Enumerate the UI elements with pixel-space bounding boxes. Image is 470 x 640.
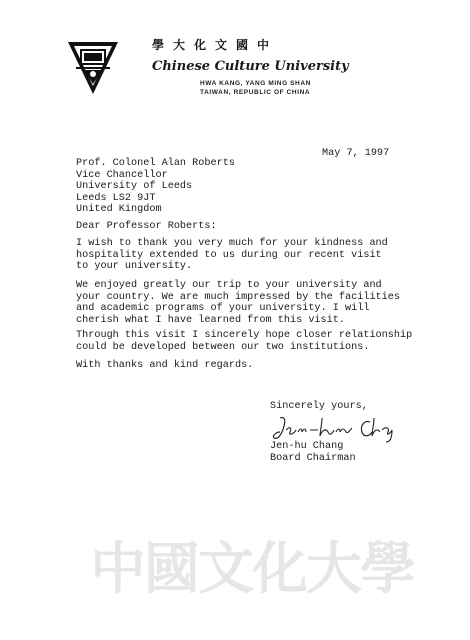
paragraph-line: I wish to thank you very much for your kindness and — [76, 238, 388, 249]
paragraph-relationship — [76, 330, 412, 353]
recipient-institution: University of Leeds — [76, 181, 193, 193]
recipient-title: Vice Chancellor — [76, 169, 168, 181]
signer-name: Jen-hu Chang — [270, 441, 344, 452]
paragraph-line: hospitality extended to us during our recent visit — [76, 249, 382, 261]
recipient-address-block — [76, 158, 235, 216]
paragraph-line: cherish what I have learned from this visit. — [76, 314, 345, 326]
signer-title: Board Chairman — [270, 452, 356, 464]
paragraph-trip — [76, 280, 400, 326]
salutation: Dear Professor Roberts: — [76, 221, 217, 232]
signer-block — [270, 441, 356, 464]
paragraph-line: We enjoyed greatly our trip to your university and — [76, 280, 382, 291]
university-name-chinese: 學大化文國中 — [152, 38, 279, 52]
paragraph-line: to your university. — [76, 261, 193, 273]
recipient-country: United Kingdom — [76, 204, 162, 216]
paragraph-line: could be developed between our two institutions. — [76, 341, 370, 353]
letter-date: May 7, 1997 — [322, 148, 390, 159]
closing: Sincerely yours, — [270, 401, 368, 412]
recipient-name: Prof. Colonel Alan Roberts — [76, 158, 235, 169]
letterhead-address-line2: TAIWAN, REPUBLIC OF CHINA — [200, 89, 311, 96]
letterhead-address-line1: HWA KANG, YANG MING SHAN — [200, 80, 311, 87]
handwritten-signature — [272, 414, 402, 444]
paragraph-line: and academic programs of your university. I will — [76, 303, 370, 315]
university-logo-icon — [66, 40, 120, 96]
paragraph-line: your country. We are much impressed by the facilities — [76, 291, 401, 303]
paragraph-thanks — [76, 238, 388, 273]
university-name-english: Chinese Culture University — [152, 59, 349, 74]
paragraph-regards — [76, 360, 253, 372]
paragraph-line: Through this visit I sincerely hope closer relationship — [76, 330, 413, 341]
paragraph-line: With thanks and kind regards. — [76, 360, 254, 371]
recipient-city: Leeds LS2 9JT — [76, 192, 156, 204]
watermark: 中國文化大學 — [90, 536, 414, 602]
